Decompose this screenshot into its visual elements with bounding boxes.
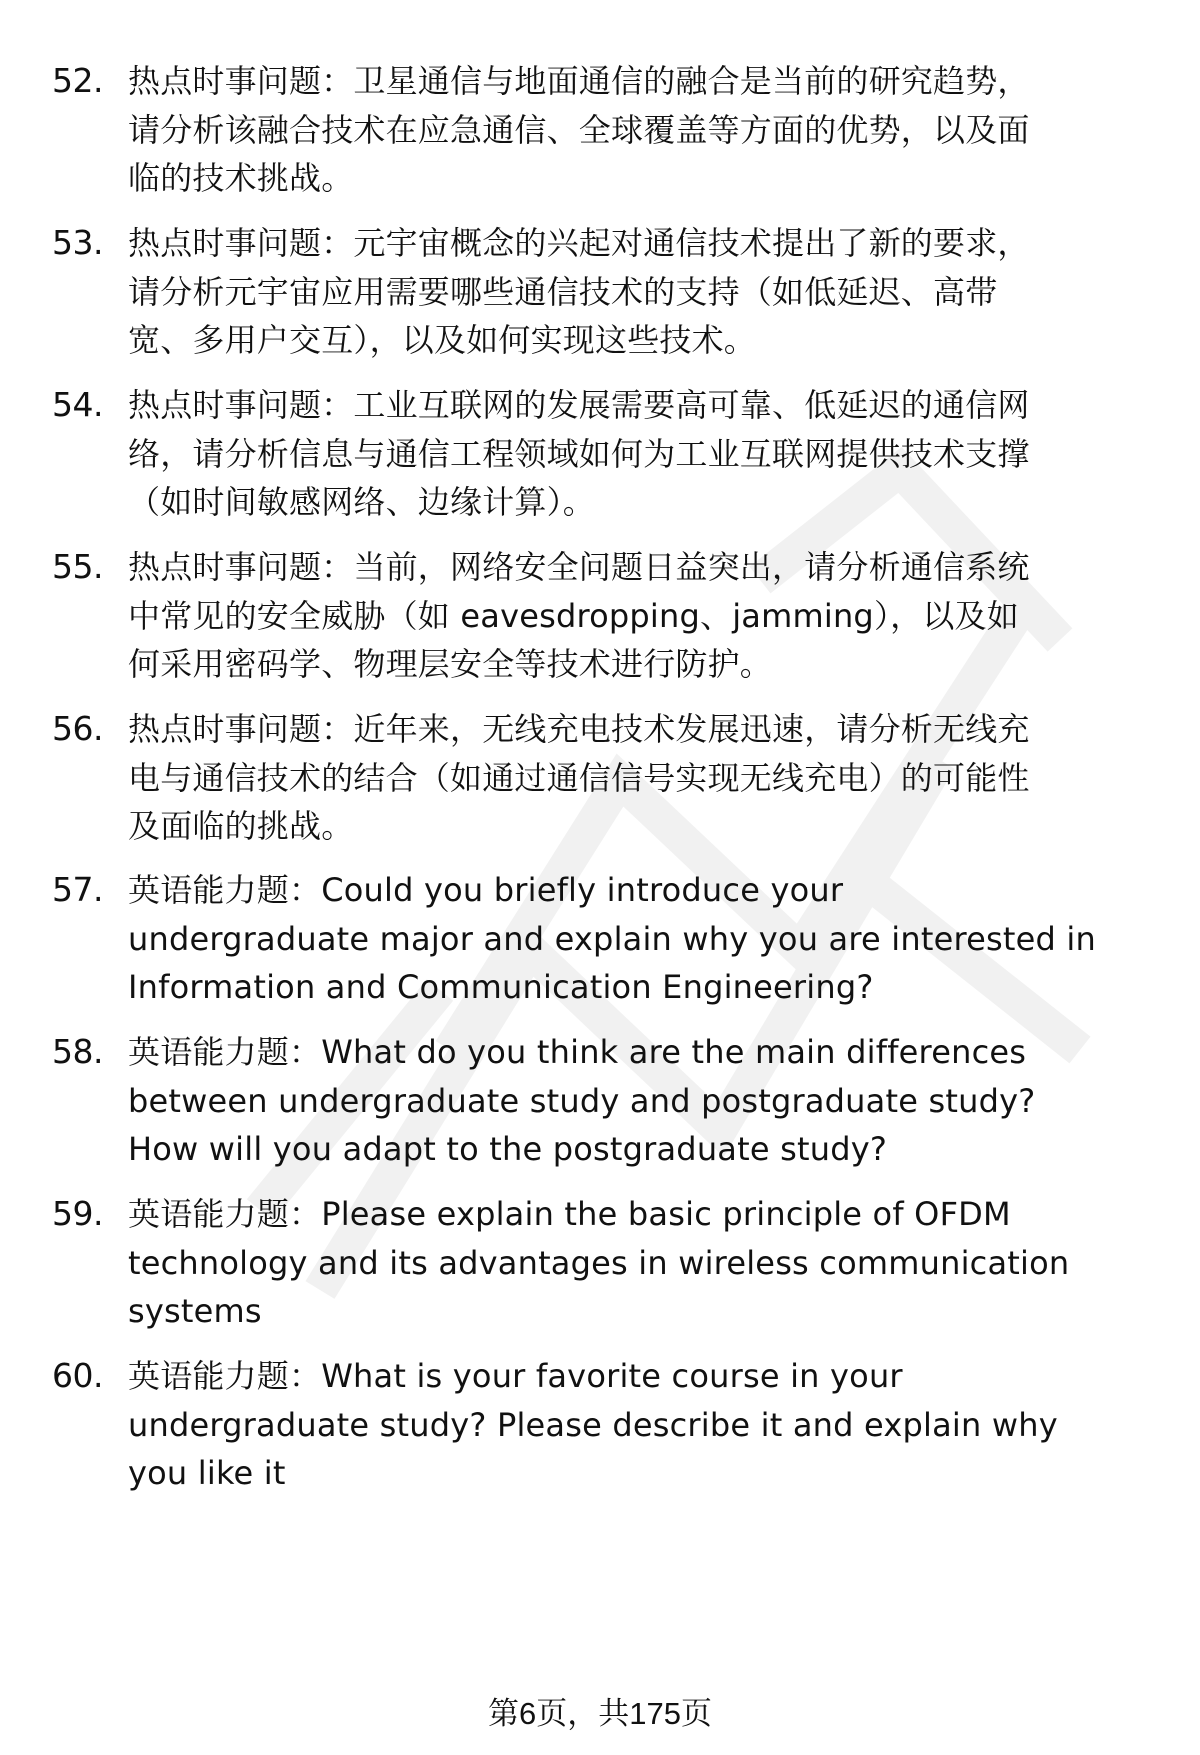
question-57 bbox=[52, 866, 1162, 1012]
question-line: 热点时事问题：当前，网络安全问题日益突出，请分析通信系统 bbox=[128, 548, 1030, 586]
question-text bbox=[128, 1028, 1162, 1174]
question-line: 络，请分析信息与通信工程领域如何为工业互联网提供技术支撑 bbox=[128, 434, 1030, 473]
question-number: 54. bbox=[52, 385, 103, 424]
question-number: 58. bbox=[52, 1032, 103, 1071]
question-number: 60. bbox=[52, 1356, 103, 1395]
question-52 bbox=[52, 57, 1162, 203]
question-line: 英语能力题：Could you briefly introduce your bbox=[128, 871, 844, 909]
question-line: 何采用密码学、物理层安全等技术进行防护。 bbox=[128, 645, 773, 683]
question-58 bbox=[52, 1028, 1162, 1174]
question-number: 53. bbox=[52, 223, 103, 262]
question-number: 59. bbox=[52, 1194, 103, 1233]
question-54 bbox=[52, 381, 1162, 527]
question-line: between undergraduate study and postgraduate study? bbox=[128, 1081, 1036, 1120]
question-53 bbox=[52, 219, 1162, 365]
question-line: 中常见的安全威胁（如 eavesdropping、jamming），以及如 bbox=[128, 596, 1019, 635]
question-line: you like it bbox=[128, 1454, 286, 1492]
question-text bbox=[128, 705, 1162, 851]
question-text bbox=[128, 219, 1162, 365]
question-line: technology and its advantages in wireless communication bbox=[128, 1243, 1070, 1282]
question-line: 热点时事问题：卫星通信与地面通信的融合是当前的研究趋势， bbox=[128, 62, 1030, 100]
question-line: 英语能力题：Please explain the basic principle of OFDM bbox=[128, 1195, 1011, 1233]
question-line: 热点时事问题：工业互联网的发展需要高可靠、低延迟的通信网 bbox=[128, 386, 1030, 424]
question-line: 热点时事问题：近年来，无线充电技术发展迅速，请分析无线充 bbox=[128, 710, 1030, 748]
question-line: systems bbox=[128, 1292, 262, 1330]
question-text bbox=[128, 866, 1162, 1012]
question-text bbox=[128, 381, 1162, 527]
question-60 bbox=[52, 1352, 1162, 1498]
question-number: 52. bbox=[52, 61, 103, 100]
question-number: 55. bbox=[52, 547, 103, 586]
question-line: Information and Communication Engineering? bbox=[128, 968, 874, 1006]
question-line: 英语能力题：What is your favorite course in your bbox=[128, 1357, 903, 1395]
question-text bbox=[128, 57, 1162, 203]
question-line: 热点时事问题：元宇宙概念的兴起对通信技术提出了新的要求， bbox=[128, 224, 1030, 262]
question-55 bbox=[52, 543, 1162, 689]
question-line: undergraduate major and explain why you are interested in bbox=[128, 919, 1096, 958]
question-line: How will you adapt to the postgraduate study? bbox=[128, 1130, 888, 1168]
question-line: （如时间敏感网络、边缘计算）。 bbox=[128, 483, 596, 521]
question-text bbox=[128, 1190, 1162, 1336]
question-56 bbox=[52, 705, 1162, 851]
question-line: 请分析元宇宙应用需要哪些通信技术的支持（如低延迟、高带 bbox=[128, 272, 998, 311]
question-line: undergraduate study? Please describe it and explain why bbox=[128, 1405, 1058, 1444]
question-line: 请分析该融合技术在应急通信、全球覆盖等方面的优势，以及面 bbox=[128, 110, 1030, 149]
question-text bbox=[128, 1352, 1162, 1498]
question-59 bbox=[52, 1190, 1162, 1336]
question-number: 57. bbox=[52, 870, 103, 909]
question-line: 临的技术挑战。 bbox=[128, 159, 354, 197]
question-line: 英语能力题：What do you think are the main differences bbox=[128, 1033, 1027, 1071]
page-indicator: 第6页，共175页 bbox=[488, 1696, 712, 1731]
question-line: 及面临的挑战。 bbox=[128, 807, 354, 845]
question-line: 电与通信技术的结合（如通过通信信号实现无线充电）的可能性 bbox=[128, 758, 1030, 797]
question-line: 宽、多用户交互），以及如何实现这些技术。 bbox=[128, 321, 757, 359]
question-text bbox=[128, 543, 1162, 689]
question-number: 56. bbox=[52, 709, 103, 748]
